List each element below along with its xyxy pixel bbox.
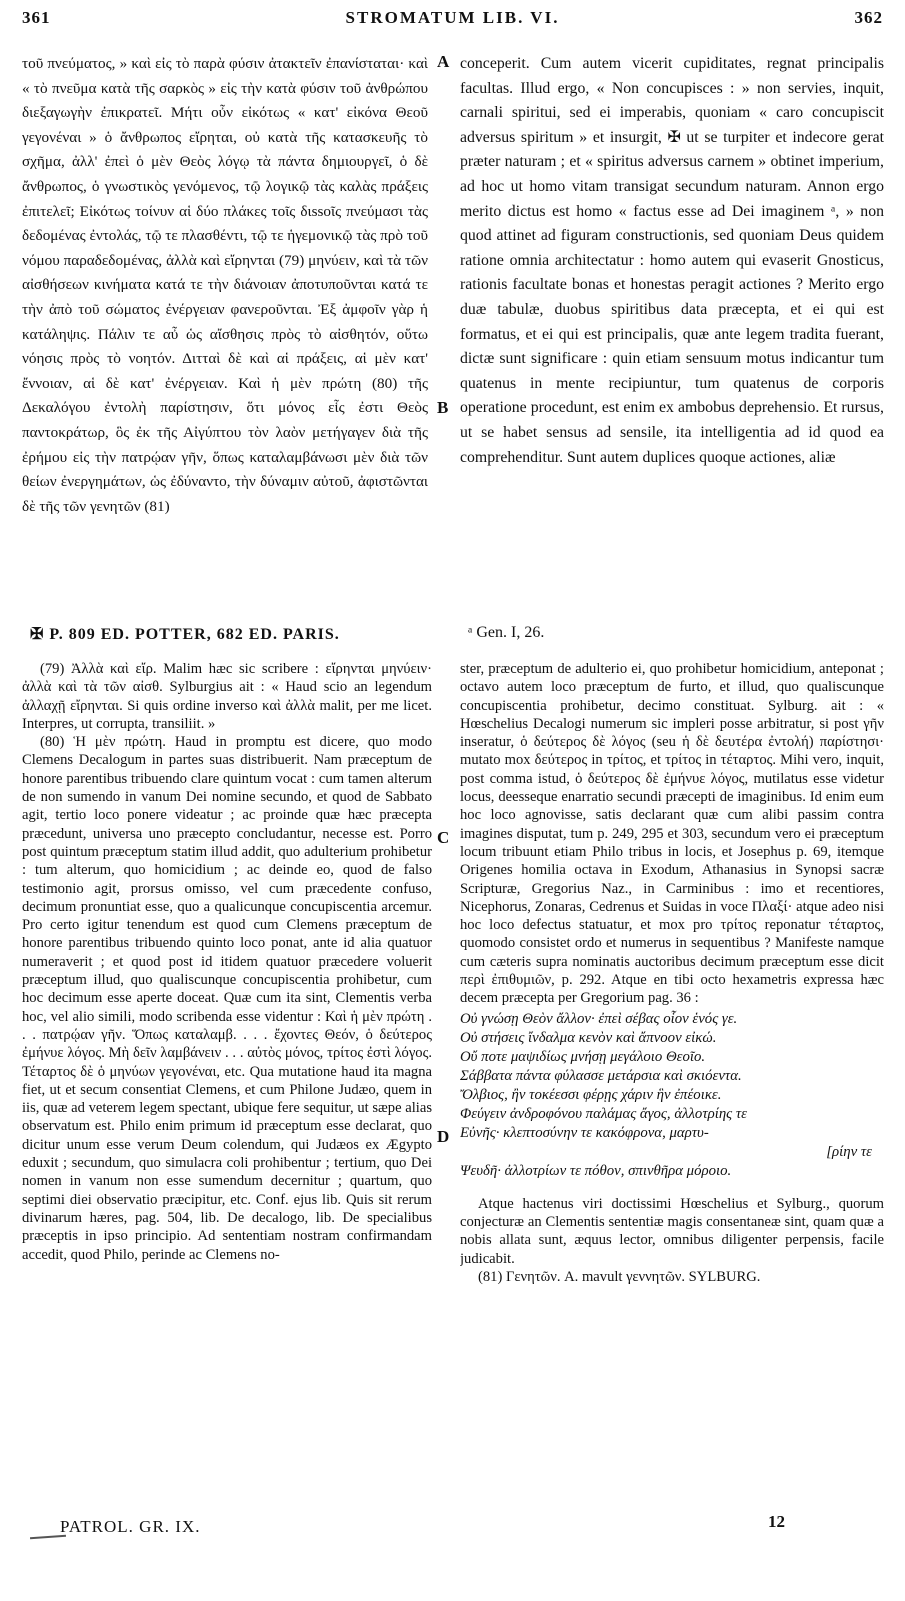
section-marker-d: D <box>437 1127 450 1146</box>
note-79: (79) Ἀλλὰ καὶ εἴρ. Malim hæc sic scribere : εἴρηνται μηνύειν· ἀλλὰ καὶ τὰ τῶν αἰσθ. Sylburgius ait : « Haud scio an legendum ἀλλαχῇ εἴρηνται. Si quis ordine inverso καὶ ἀλλὰ malit, per me licet. Interpres, ut corrupta, transiliit. » <box>22 661 432 732</box>
footer-signature: PATROL. GR. IX. <box>60 1517 201 1536</box>
greek-main-text <box>22 52 428 519</box>
note-81: (81) Γενητῶν. A. mavult γεννητῶν. SYLBURG. <box>478 1268 761 1285</box>
edition-reference: ✠ P. 809 ED. POTTER, 682 ED. PARIS. <box>30 626 340 643</box>
note-80: (80) Ἡ μὲν πρώτη. Haud in promptu est dicere, quo modo Clemens Decalogum in partes suas distribuerit. Nam præceptum de honore parentibus tribuendo clare quintum vocat : cum tamen alterum de non sumendo in vanum Dei nomine secundo, et quod de Sabbato agit, tertio loco ponere videatur ; ac proinde quæ hæc præcepta præcedunt, universa uno præcepto concludantur, necesse est. Porro post quintum præceptum statim illud addit, quo adulterium prohibetur : tum alterum, quo homicidium ; ac deinde eo, quod de falso testimonio agit, prorsus omisso, vel cum præcedente confuso, decimum pronuntiat esse, quo a qualicunque concupiscentia arcemur. Pro certo igitur tenendum est quod cum Clemens præceptum de honore parentibus tribuendo quinto loco ponat, ante id alia quatuor numeraverit ; et quod post id itidem quatuor præcedere voluerit præceptum illud, quo qualiscunque concupiscentia prohibetur, cum hoc decimum esse aperte doceat. Quæ cum ita sint, Clementis verba hoc, vel alio simili, modo scribenda esse videntur : Καὶ ἡ μὲν πρώτη . . . πατρῴαν γῆν. Ὅπως καταλαμβ. . . . ἔχοντες Θεόν, ὁ δεύτερος ἐμήνυε λόγος. Μὴ δεῖν λαμβάνειν . . . αὐτὸς μόνος, τρίτος ἐστὶ λόγος. Τέταρτος δὲ ὁ μηνύων γεγονέναι, etc. Qua mutatione haud ita magna fiet, ut et secum consentiat Clemens, et cum Philone Judæo, quem in iis, quæ ad veterem legem spectant, ubique fere sequitur, ut sæpe alias observatum est. Philo enim primum id præceptum esse declarat, quo dicitur unum esse verum Deum colendum, qui Judæos ex Ægypto eduxit ; secundum, quo simulacra coli prohibentur ; tertium, quo Dei nomen in vanum non esse sumendum decernitur ; quartum, quo septimi diei observatio præcipitur, etc. Conf. ejus lib. Quis sit rerum divinarum hæres, pag. 504, lib. De decalogo, lib. De specialibus præceptis in ipso principio. Ad sententiam nostram confirmandam accedit, quod Philo, perinde ac Clemens no- <box>22 734 432 1263</box>
edition-reference-line <box>22 624 884 650</box>
left-page-number: 361 <box>22 8 51 27</box>
note-80-conclusion: Atque hactenus viri doctissimi Hœschelius et Sylburg., quorum conjecturæ an Clementis sententiæ magis consentaneæ sint, quam quæ a nobis allata sunt, æquus lector, omnibus diligenter perpensis, facile judicabit. <box>460 1195 884 1267</box>
verse-line: Ψευδῆ· ἀλλοτρίων τε πόθον, σπινθῆρα μόροιο. <box>460 1162 732 1179</box>
section-marker-b: B <box>437 398 449 417</box>
verse-line: Οὐ γνώσῃ Θεὸν ἄλλον· ἐπεὶ σέβας οἷον ἑνός γε. <box>460 1010 738 1027</box>
latin-paragraph: conceperit. Cum autem vicerit cupiditates, regnat principalis facultas. Illud ergo, « Non concupisces : » non servies, inquit, carnali spiritui, sed ei imperabis, quoniam « caro concupiscit adversus spiritum » et insurgit, ✠ ut se turpiter et indecore gerat præter naturam ; et « spiritus adversus carnem » obtinet imperium, ad hoc ut homo vitam transigat secundum naturam. Annon ergo merito dictus est homo « factus esse ad Dei imaginem ᵃ, » non quod attinet ad figuram constructionis, sed quoniam Deus quidem ratione omnia architectatur : homo autem qui evaserit Gnosticus, rationis facultate bonas et honestas peragit actiones ? Merito ergo duæ tabulæ, duobus spiritibus data præcepta, et ei qui est formatus, et ei qui est principalis, quæ ante legem tradita fuerant, dictæ sunt significare : quin etiam sensuum motus indicantur tum quatenus in mente recipiuntur, tum quatenus de corporis operatione procedunt, est enim ex ambobus deprehensio. Et rursus, ut se habet sensus ad sensile, ita intelligentia ad id quod ea comprehenditur. Sunt autem duplices quoque actiones, aliæ <box>460 55 884 466</box>
section-marker-a: A <box>437 52 450 71</box>
verse-line: Ὄλβιος, ἢν τοκέεσσι φέρῃς χάριν ἣν ἐπέοικε. <box>460 1086 722 1103</box>
verse-line-bracket: [ρίην τε <box>826 1143 872 1160</box>
signature-number: 12 <box>768 1512 785 1531</box>
verse-line: Οὐ στήσεις ἴνδαλμα κενὸν καὶ ἄπνοον εἰκώ. <box>460 1029 717 1046</box>
gregory-verses <box>460 1010 884 1181</box>
running-title: STROMATUM LIB. VI. <box>345 8 560 27</box>
right-page-number: 362 <box>854 8 883 27</box>
notes-right-column <box>460 660 884 1286</box>
verse-line: Σάββατα πάντα φύλασσε μετάρσια καὶ σκιόεντα. <box>460 1067 742 1084</box>
note-80-continued: ster, præceptum de adulterio ei, quo prohibetur homicidium, anteponat ; octavo autem loco præceptum de furto, et illud, quo qualiscunque concupiscentia prohibetur, decimo constituat. Sylburg. ait : « Hœschelius Decalogi numerum sic impleri posse arbitratur, si post γῆν inseratur, ὁ δεύτερος δὲ λόγος (seu ἡ δὲ δευτέρα ἐντολή) παρίστησι· mutato mox δεύτερος in τρίτος, et τρίτος in τέταρτος. Mihi vero, inquit, post comma istud, ὁ δεύτερος δὲ ἐμήνυε λόγος, mutilatus esse videtur locus, deesseque enarratio secundi præcepti de imaginibus. Id enim eum hoc loco agnovisse, satis declarant quæ cum alibi passim contra imagines disputat, tum p. 249, 295 et 303, secundum vero ei præceptum locum tribuunt etiam Philo tribus in locis, et Josephus p. 69, itemque Origenes homilia octava in Exodum, Athanasius in Synopsi sacræ Scripturæ, Gregorius Naz., in Carminibus : imo et recentiores, Nicephorus, Zonaras, Cedrenus et Suidas in voce Πλαξί· atque adeo nisi hoc loco defectus statuatur, et mox pro τρίτος reponatur τέταρτος, quomodo consistet ordo et numerus in sequentibus ? Manifeste namque cum cæteris supra nominatis auctoribus decimum præceptum esse dicit περὶ ἐπιθυμιῶν, p. 292. Atque en tibi octo hexametris expressa hæc decem præcepta per Gregorium pag. 36 : <box>460 661 884 1007</box>
latin-main-text <box>460 52 884 470</box>
scripture-footnote: ᵃ Gen. I, 26. <box>468 624 545 641</box>
verse-line: Φεύγειν ἀνδροφόνου παλάμας ἄγος, ἀλλοτρίης τε <box>460 1105 747 1122</box>
section-marker-c: C <box>437 828 450 847</box>
verse-line: Εὐνῆς· κλεπτοσύνην τε κακόφρονα, μαρτυ- <box>460 1124 709 1141</box>
running-header <box>22 4 883 34</box>
verse-line: Οὔ ποτε μαψιδίως μνήσῃ μεγάλοιο Θεοῖο. <box>460 1048 706 1065</box>
greek-paragraph: τοῦ πνεύματος, » καὶ εἰς τὸ παρὰ φύσιν ἀτακτεῖν ἐπανίσταται· καὶ « τὸ πνεῦμα κατὰ τῆς σαρκὸς » εἰς τὴν κατὰ φύσιν τοῦ ἀνθρώπου διεξαγωγὴν ἐπικρατεῖ. Μήτι οὖν εἰκότως « κατ' εἰκόνα Θεοῦ γεγονέναι » ὁ ἄνθρωπος εἴρηται, οὐ κατὰ τῆς κατασκευῆς τὸ σχῆμα, ἀλλ' ἐπεὶ ὁ μὲν Θεὸς λόγῳ τὰ πάντα δημιουργεῖ, ὁ δὲ ἄνθρωπος, ὁ γνωστικὸς γενόμενος, τῷ λογικῷ τὰς καλὰς πράξεις ἐπιτελεῖ; Εἰκότως τοίνυν αἱ δύο πλάκες τοῖς διssοῖς πνεύμασι τὰς δεδομένας ἐντολάς, τῷ τε πλασθέντι, τῷ τε ἡγεμονικῷ τὰς πρὸ τοῦ νόμου παραδεδομένας, ἀλλὰ καὶ εἴρηνται (79) μηνύειν, καὶ τὰ τῶν αἰσθήσεων κινήματα κατά τε τὴν διάνοιαν ἀποτυποῦνται κατά τε τὴν ἀπὸ τοῦ σώματος ἐνέργειαν φανεροῦνται. Ἐξ ἀμφοῖν γὰρ ἡ κατάληψις. Πάλιν τε αὖ ὡς αἴσθησις πρὸς τὸ αἰσθητόν, οὕτω νόησις πρὸς τὸ νοητόν. Διτταὶ δὲ καὶ αἱ πράξεις, αἱ μὲν κατ' ἔννοιαν, αἱ δὲ κατ' ἐνέργειαν. Καὶ ἡ μὲν πρώτη (80) τῆς Δεκαλόγου ἐντολὴ παρίστησιν, ὅτι μόνος εἷς ἐστι Θεὸς παντοκράτωρ, ὃς ἐκ τῆς Αἰγύπτου τὸν λαὸν μετήγαγεν διὰ τῆς ἐρήμου εἰς τὴν πατρῴαν γῆν, ὅπως καταλαμβάνωσι μὲν διὰ τῶν θείων ἐνεργημάτων, ὡς ἐδύναντο, τὴν δύναμιν αὐτοῦ, ἀφιστῶνται δὲ τῆς τῶν γενητῶν (81) <box>22 55 428 515</box>
notes-left-column <box>22 660 432 1264</box>
